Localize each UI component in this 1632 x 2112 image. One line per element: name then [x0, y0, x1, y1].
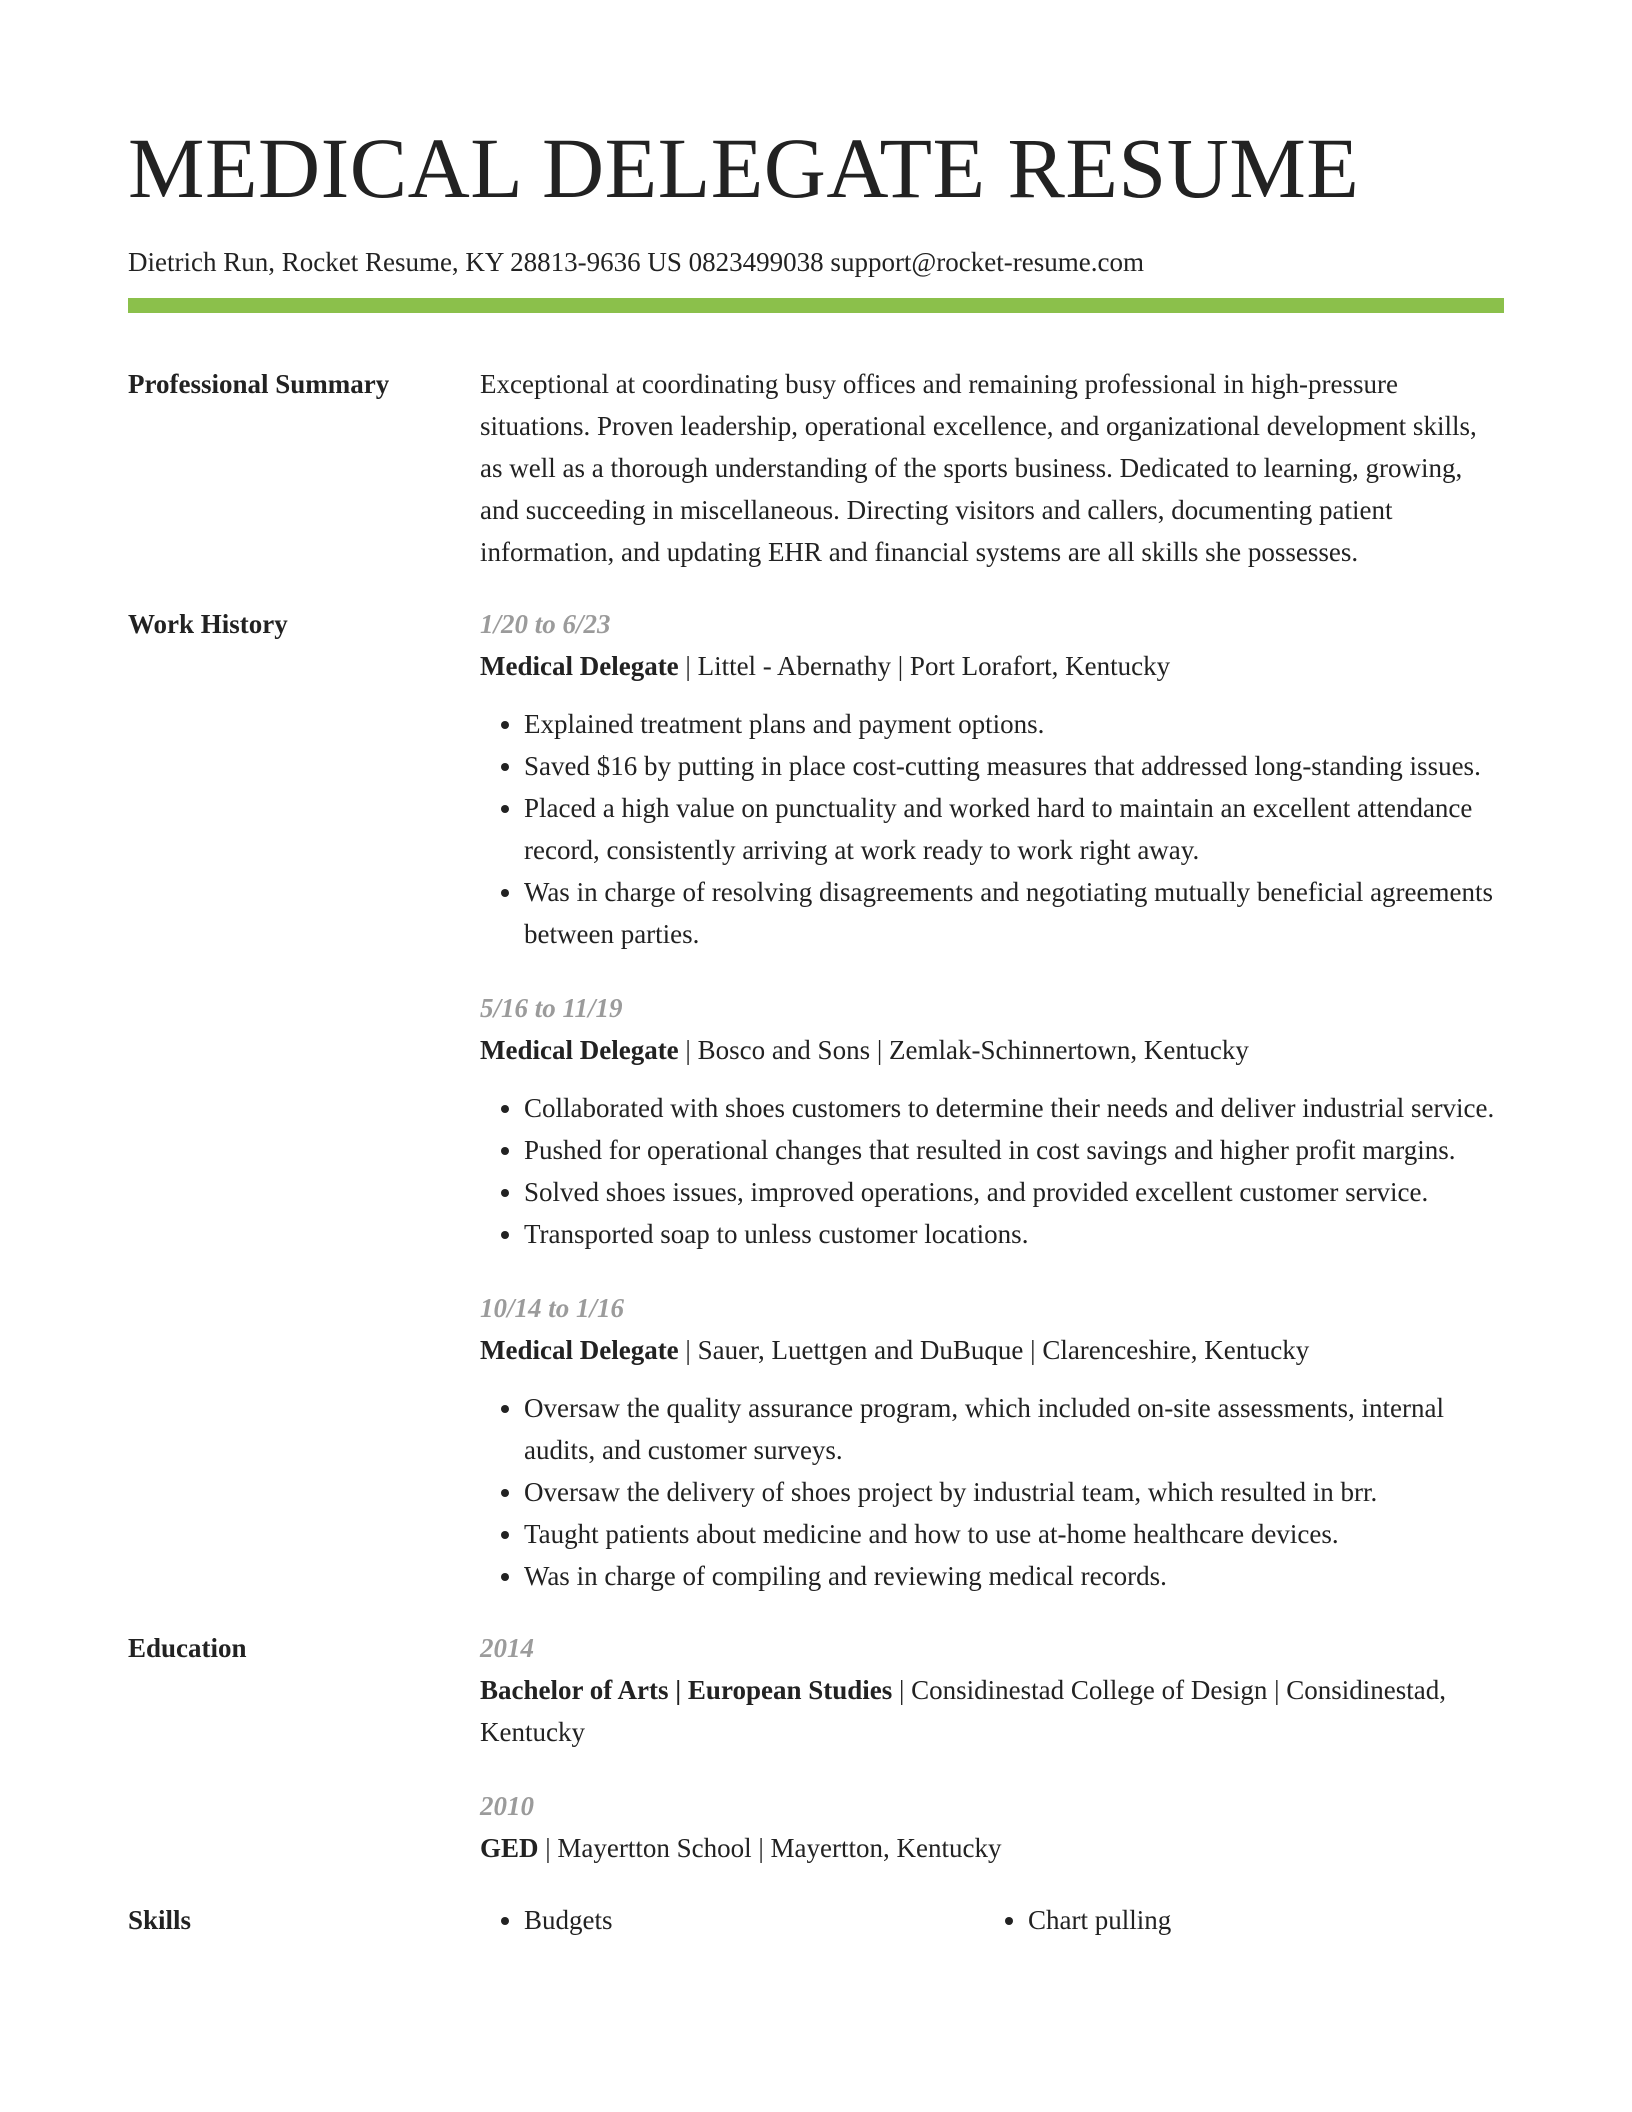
education-year: 2010	[480, 1791, 534, 1821]
job-dates: 1/20 to 6/23	[480, 609, 611, 639]
job-entry	[480, 1287, 1504, 1597]
job-bullet: • Transported soap to unless customer locations.	[524, 1213, 1504, 1255]
summary-text: Exceptional at coordinating busy offices and remaining professional in high-pressure situations. Proven leadership, operational excellence, and organizational development skills, as well as a thorough understanding of the sports business. Dedicated to learning, growing, and succeeding in miscellaneous. Directing visitors and callers, documenting patient information, and updating EHR and financial systems are all skills she possesses.	[480, 369, 1477, 567]
skills-section	[128, 1899, 1504, 1941]
job-bullets	[480, 1087, 1504, 1255]
contact-line: Dietrich Run, Rocket Resume, KY 28813-9636 US 0823499038 support@rocket-resume.com	[128, 247, 1144, 277]
work-history-section	[128, 603, 1504, 1597]
skills-list	[480, 1899, 1504, 1941]
education-section	[128, 1627, 1504, 1869]
section-label-work-history: Work History	[128, 609, 288, 639]
education-heading	[480, 1669, 1504, 1753]
job-details: | Bosco and Sons | Zemlak-Schinnertown, Kentucky	[678, 1035, 1249, 1065]
job-details: | Littel - Abernathy | Port Lorafort, Kentucky	[678, 651, 1171, 681]
job-bullets	[480, 703, 1504, 955]
summary-section	[128, 363, 1504, 573]
education-details: | Considinestad College of Design | Considinestad, Kentucky	[480, 1675, 1447, 1747]
job-bullet: • Taught patients about medicine and how to use at-home healthcare devices.	[524, 1513, 1504, 1555]
job-bullet: • Pushed for operational changes that resulted in cost savings and higher profit margins.	[524, 1129, 1504, 1171]
job-entry	[480, 987, 1504, 1255]
job-entry	[480, 603, 1504, 955]
job-bullet: • Collaborated with shoes customers to determine their needs and deliver industrial service.	[524, 1087, 1504, 1129]
education-degree: Bachelor of Arts | European Studies	[480, 1675, 893, 1705]
job-bullet: • Oversaw the quality assurance program, which included on-site assessments, internal audits, and customer surveys.	[524, 1387, 1504, 1471]
education-degree: GED	[480, 1833, 539, 1863]
education-body	[480, 1627, 1504, 1869]
resume-title: MEDICAL DELEGATE RESUME	[128, 120, 1360, 216]
job-dates: 10/14 to 1/16	[480, 1293, 625, 1323]
education-entry	[480, 1627, 1504, 1753]
job-details: | Sauer, Luettgen and DuBuque | Clarenceshire, Kentucky	[678, 1335, 1310, 1365]
job-heading	[480, 645, 1504, 687]
job-bullet: • Was in charge of resolving disagreements and negotiating mutually beneficial agreements between parties.	[524, 871, 1504, 955]
section-label-skills: Skills	[128, 1905, 192, 1935]
work-history-body	[480, 603, 1504, 1597]
skill-item: • Budgets	[524, 1899, 984, 1941]
job-bullet: • Placed a high value on punctuality and worked hard to maintain an excellent attendance record, consistently arriving at work ready to work right away.	[524, 787, 1504, 871]
job-title: Medical Delegate	[480, 1035, 679, 1065]
job-bullet: • Oversaw the delivery of shoes project by industrial team, which resulted in brr.	[524, 1471, 1504, 1513]
job-bullet: • Solved shoes issues, improved operations, and provided excellent customer service.	[524, 1171, 1504, 1213]
job-bullet: • Explained treatment plans and payment options.	[524, 703, 1504, 745]
job-heading	[480, 1329, 1504, 1371]
job-title: Medical Delegate	[480, 651, 679, 681]
education-entry	[480, 1785, 1504, 1869]
education-year: 2014	[480, 1633, 534, 1663]
job-title: Medical Delegate	[480, 1335, 679, 1365]
education-heading	[480, 1827, 1504, 1869]
skills-column-left	[480, 1899, 984, 1941]
job-heading	[480, 1029, 1504, 1071]
section-label-education: Education	[128, 1633, 247, 1663]
job-bullets	[480, 1387, 1504, 1597]
resume-page	[128, 0, 1504, 1941]
header-divider	[128, 298, 1504, 313]
education-details: | Mayertton School | Mayertton, Kentucky	[538, 1833, 1002, 1863]
job-bullet: • Was in charge of compiling and reviewing medical records.	[524, 1555, 1504, 1597]
skills-column-right	[984, 1899, 1488, 1941]
section-label-summary: Professional Summary	[128, 369, 390, 399]
job-dates: 5/16 to 11/19	[480, 993, 623, 1023]
skill-item: • Chart pulling	[1028, 1899, 1488, 1941]
job-bullet: • Saved $16 by putting in place cost-cutting measures that addressed long-standing issues.	[524, 745, 1504, 787]
